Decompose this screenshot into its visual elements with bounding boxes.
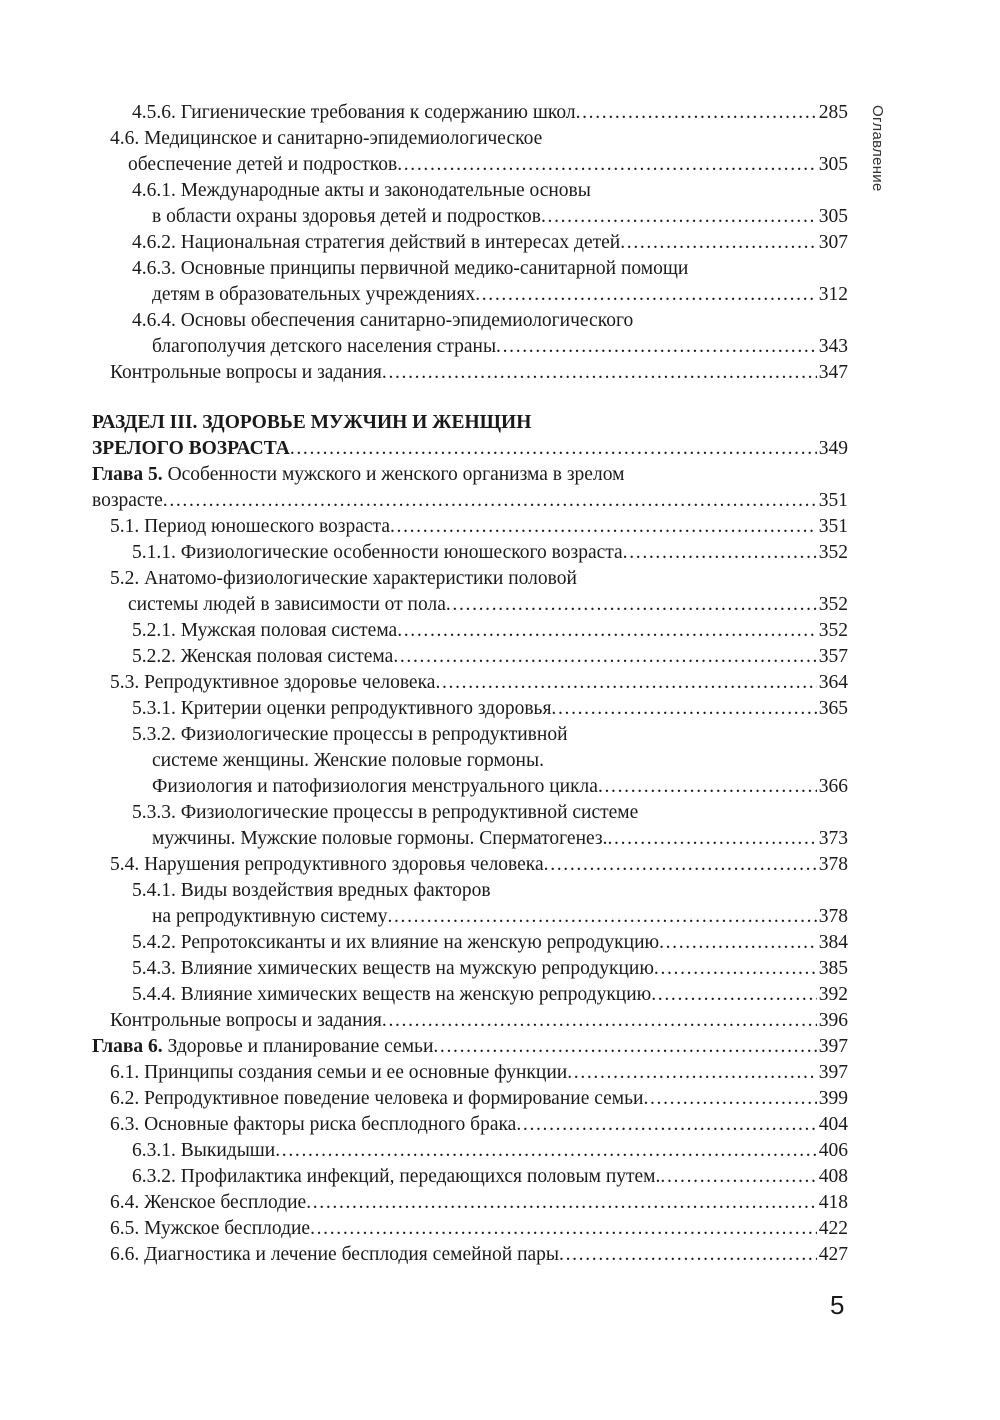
toc-entry [92,826,848,852]
chapter-label: Глава 5. [92,464,163,485]
dot-leader [496,334,817,360]
toc-entry-title [132,722,568,748]
toc-entry [92,540,848,566]
toc-entry-text: РАЗДЕЛ III. ЗДОРОВЬЕ МУЖЧИН И ЖЕНЩИН [92,412,532,433]
toc-page-number: 404 [818,1114,848,1135]
toc-entry-text: 4.5.6. Гигиенические требования к содержанию школ [132,102,576,123]
toc-entry-title [132,1138,275,1164]
toc-entry-text: обеспечение детей и подростков [128,154,398,175]
toc-entry-text: 6.6. Диагностика и лечение бесплодия семейной пары [110,1244,560,1265]
toc-entry-text: 5.4.2. Репротоксиканты и их влияние на женскую репродукцию [132,932,660,953]
toc-page-number: 399 [818,1088,848,1109]
toc-entry-title [110,670,435,696]
toc-page-number: 385 [818,958,848,979]
dot-leader [541,204,817,230]
toc-entry-text: Физиология и патофизиология менструального цикла [152,776,598,797]
toc-entry-title [132,878,491,904]
toc-entry-title [132,696,551,722]
toc-entry-text: 5.4. Нарушения репродуктивного здоровья человека [110,854,544,875]
toc-page-number: 305 [818,206,848,227]
toc-entry-title [132,230,620,256]
toc-page-number: 373 [818,828,848,849]
toc-entry [92,566,848,592]
dot-leader [382,1008,817,1034]
toc-page-number: 418 [818,1192,848,1213]
toc-entry-text: 5.3.1. Критерии оценки репродуктивного здоровья [132,698,552,719]
toc-page-number: 307 [818,232,848,253]
toc-entry-text: 6.3.2. Профилактика инфекций, передающихся половым путем. [132,1166,661,1187]
toc-entry-text: 5.4.4. Влияние химических веществ на женскую репродукцию [132,984,652,1005]
dot-leader [163,488,817,514]
toc-entry-title [110,1060,567,1086]
toc-entry [92,592,848,618]
toc-entry [92,462,848,488]
dot-leader [397,152,817,178]
toc-page-number: 285 [818,102,848,123]
toc-page-number: 365 [818,698,848,719]
dot-leader [475,282,817,308]
toc-page-number: 305 [818,154,848,175]
toc-entry [92,1216,848,1242]
toc-entry-title [92,462,624,488]
toc-entry-text: возрасте [92,490,163,511]
toc-entry-title [110,126,542,152]
toc-entry-title [152,904,387,930]
toc-page-number: 392 [818,984,848,1005]
toc-page-number: 406 [818,1140,848,1161]
toc-entry [92,956,848,982]
toc-entry-text: 6.5. Мужское бесплодие [110,1218,311,1239]
dot-leader [382,360,817,386]
toc-entry [92,1164,848,1190]
dot-leader [433,1034,816,1060]
toc-entry [92,282,848,308]
toc-page-number: 397 [818,1036,848,1057]
toc-entry [92,774,848,800]
toc-entry-title [152,748,544,774]
toc-entry [92,360,848,386]
toc-entry-title [152,774,598,800]
toc-entry-title [132,644,393,670]
toc-entry-title [132,930,659,956]
dot-leader [660,1164,816,1190]
dot-leader [290,436,817,462]
toc-entry [92,178,848,204]
toc-entry [92,230,848,256]
toc-entry [92,722,848,748]
toc-entry-title [110,1242,559,1268]
toc-entry-text: 5.3. Репродуктивное здоровье человека [110,672,436,693]
toc-entry [92,1034,848,1060]
dot-leader [654,956,817,982]
toc-entry [92,644,848,670]
toc-entry [92,1008,848,1034]
toc-entry [92,930,848,956]
toc-entry-text: детям в образовательных учреждениях [152,284,476,305]
toc-entry [92,126,848,152]
toc-page-number: 351 [818,516,848,537]
toc-entry [92,904,848,930]
toc-page-number: 408 [818,1166,848,1187]
toc-entry [92,1086,848,1112]
dot-leader [598,774,817,800]
toc-page-number: 378 [818,906,848,927]
dot-leader [643,1086,816,1112]
toc-entry-title [152,826,607,852]
toc-entry-title [132,308,633,334]
toc-entry-title [92,410,531,436]
toc-entry-title [110,1190,306,1216]
dot-leader [567,1060,817,1086]
toc-page-number: 352 [818,620,848,641]
toc-entry-text: 4.6.1. Международные акты и законодательные основы [132,180,591,201]
toc-entry-text: Особенности мужского и женского организма в зрелом [162,464,625,485]
toc-entry-title [110,1112,516,1138]
toc-entry-title [110,1216,310,1242]
toc-entry [92,1190,848,1216]
dot-leader [446,592,817,618]
dot-leader [390,514,817,540]
toc-entry-title [110,566,577,592]
toc-entry-text: 6.4. Женское бесплодие [110,1192,307,1213]
toc-entry-text: 6.2. Репродуктивное поведение человека и формирование семьи [110,1088,644,1109]
dot-leader [559,1242,817,1268]
dot-leader [620,230,817,256]
toc-entry [92,152,848,178]
toc-entry-title [110,514,390,540]
toc-entry-title [110,1086,643,1112]
toc-entry-text: 5.2.1. Мужская половая система [132,620,398,641]
toc-entry-text: 4.6.2. Национальная стратегия действий в интересах детей [132,232,621,253]
toc-entry [92,748,848,774]
toc-entry-text: 6.3.1. Выкидыши [132,1140,276,1161]
toc-page-number: 364 [818,672,848,693]
running-head: Оглавление [869,105,886,192]
chapter-label: Глава 6. [92,1036,163,1057]
toc-entry-text: благополучия детского населения страны [152,336,497,357]
toc-page-number: 343 [818,336,848,357]
toc-entry [92,514,848,540]
toc-page-number: 396 [818,1010,848,1031]
toc-entry-title [132,178,591,204]
toc-entry [92,1138,848,1164]
toc-entry-text: 4.6.3. Основные принципы первичной медико-санитарной помощи [132,258,689,279]
page-number: 5 [830,1290,845,1320]
toc-page-number: 378 [818,854,848,875]
dot-leader [310,1216,817,1242]
toc-entry-text: мужчины. Мужские половые гормоны. Сперматогенез. [152,828,608,849]
dot-leader [393,644,816,670]
dot-leader [659,930,817,956]
table-of-contents [92,100,848,1268]
toc-entry [92,308,848,334]
toc-entry-title [132,1164,660,1190]
toc-entry-title [110,852,544,878]
toc-entry [92,618,848,644]
toc-entry-text: 6.3. Основные факторы риска бесплодного брака [110,1114,517,1135]
toc-entry-title [128,152,397,178]
toc-page-number: 366 [818,776,848,797]
dot-leader [516,1112,816,1138]
toc-entry-text: 5.4.3. Влияние химических веществ на мужскую репродукцию [132,958,654,979]
toc-entry [92,852,848,878]
toc-entry-text: 5.3.2. Физиологические процессы в репродуктивной [132,724,568,745]
toc-entry-text: 5.4.1. Виды воздействия вредных факторов [132,880,491,901]
toc-entry-title [152,282,475,308]
toc-entry [92,488,848,514]
toc-entry [92,1112,848,1138]
toc-entry-title [92,1034,433,1060]
dot-leader [651,982,817,1008]
toc-page-number: 384 [818,932,848,953]
dot-leader [275,1138,817,1164]
dot-leader [607,826,816,852]
toc-entry [92,982,848,1008]
toc-entry-text: 6.1. Принципы создания семьи и ее основные функции [110,1062,568,1083]
toc-entry [92,1242,848,1268]
toc-entry [92,800,848,826]
toc-page-number: 397 [818,1062,848,1083]
toc-entry-title [132,256,688,282]
dot-leader [576,100,817,126]
toc-entry [92,670,848,696]
toc-entry-title [152,204,541,230]
dot-leader [435,670,816,696]
toc-entry [92,256,848,282]
dot-leader [397,618,817,644]
toc-page-number: 349 [818,438,848,459]
dot-leader [623,540,817,566]
toc-entry-title [132,982,651,1008]
toc-page-number: 347 [818,362,848,383]
toc-entry-title [92,436,290,462]
toc-entry-text: 5.1.1. Физиологические особенности юношеского возраста [132,542,623,563]
toc-entry [92,334,848,360]
toc-entry [92,410,848,436]
toc-entry-text: 5.2. Анатомо-физиологические характеристики половой [110,568,577,589]
toc-entry-text: 4.6.4. Основы обеспечения санитарно-эпидемиологического [132,310,634,331]
toc-entry-text: системе женщины. Женские половые гормоны. [152,750,544,771]
toc-entry-title [132,618,397,644]
toc-entry-text: на репродуктивную систему [152,906,388,927]
toc-page-number: 357 [818,646,848,667]
toc-entry-text: в области охраны здоровья детей и подростков [152,206,541,227]
toc-page-number: 352 [818,542,848,563]
toc-entry-text: Контрольные вопросы и задания [110,362,382,383]
toc-entry-text: 5.1. Период юношеского возраста [110,516,390,537]
dot-leader [387,904,816,930]
toc-entry [92,100,848,126]
toc-page-number: 351 [818,490,848,511]
toc-entry [92,878,848,904]
toc-page-number: 427 [818,1244,848,1265]
toc-entry-title [110,360,382,386]
toc-entry-text: ЗРЕЛОГО ВОЗРАСТА [92,438,290,459]
dot-leader [306,1190,817,1216]
toc-entry-text: Контрольные вопросы и задания [110,1010,382,1031]
toc-entry-title [152,334,496,360]
toc-entry [92,204,848,230]
toc-entry-title [132,540,623,566]
toc-page-number: 422 [818,1218,848,1239]
toc-page-number: 312 [818,284,848,305]
toc-entry-title [132,100,576,126]
toc-entry-title [110,1008,382,1034]
dot-leader [551,696,816,722]
toc-entry-title [128,592,446,618]
toc-entry [92,696,848,722]
toc-entry-text: Здоровье и планирование семьи [162,1036,434,1057]
toc-entry-text: 5.2.2. Женская половая система [132,646,394,667]
toc-page-number: 352 [818,594,848,615]
toc-entry [92,436,848,462]
toc-entry-title [132,800,638,826]
toc-entry-title [92,488,163,514]
toc-entry-title [132,956,654,982]
toc-entry-text: 4.6. Медицинское и санитарно-эпидемиологическое [110,128,543,149]
dot-leader [544,852,817,878]
toc-entry-text: системы людей в зависимости от пола [128,594,446,615]
toc-entry-text: 5.3.3. Физиологические процессы в репродуктивной системе [132,802,639,823]
toc-entry [92,1060,848,1086]
